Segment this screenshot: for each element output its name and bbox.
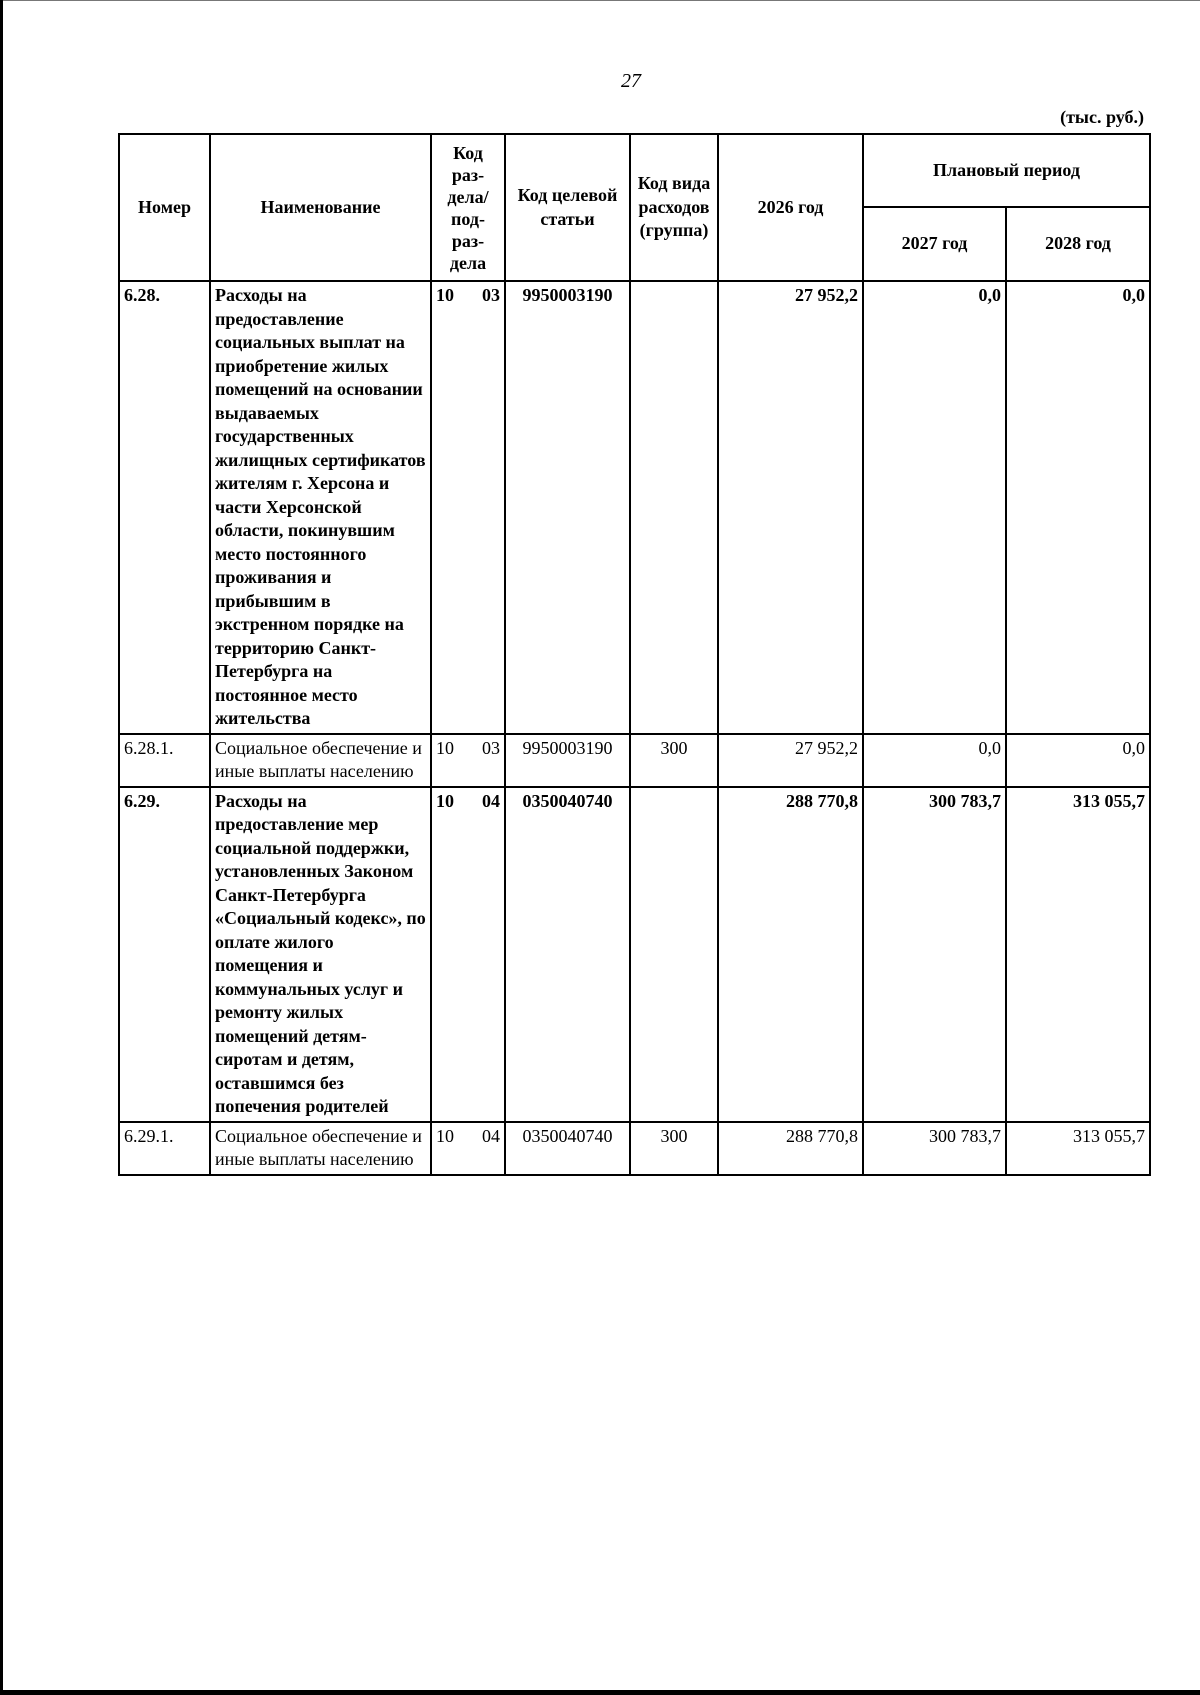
- row-subsection: 04: [482, 1125, 500, 1146]
- row-expense-group: 300: [630, 734, 718, 787]
- header-expense-type: Код вида расходов (группа): [630, 134, 718, 281]
- header-number: Номер: [119, 134, 210, 281]
- row-amount-2027: 0,0: [863, 734, 1006, 787]
- row-subsection: 03: [482, 737, 500, 758]
- row-amount-2027: 0,0: [863, 281, 1006, 734]
- row-amount-2026: 27 952,2: [718, 734, 863, 787]
- row-section-code: [431, 1122, 505, 1175]
- row-name: Социальное обеспечение и иные выплаты населению: [210, 734, 431, 787]
- units-label: (тыс. руб.): [1060, 107, 1144, 127]
- row-expense-group: [630, 281, 718, 734]
- row-amount-2027: 300 783,7: [863, 1122, 1006, 1175]
- row-amount-2027: 300 783,7: [863, 787, 1006, 1122]
- row-number: 6.29.1.: [119, 1122, 210, 1175]
- row-section: 10: [436, 285, 454, 305]
- header-name: Наименование: [210, 134, 431, 281]
- header-year-2027: 2027 год: [863, 207, 1006, 281]
- row-section-code: [431, 734, 505, 787]
- header-section-code: Код раз-дела/ под-раз-дела: [431, 134, 505, 281]
- row-section-code: [431, 787, 505, 1122]
- row-amount-2026: 288 770,8: [718, 787, 863, 1122]
- row-target-code: 9950003190: [505, 281, 630, 734]
- header-target-code: Код целевой статьи: [505, 134, 630, 281]
- row-section: 10: [436, 737, 454, 758]
- row-name: Расходы на предоставление мер социальной поддержки, установленных Законом Санкт-Петербурга «Социальный кодекс», по оплате жилого помещения и коммунальных услуг и ремонту жилых помещений детям-сиротам и детям, оставшимся без попечения родителей: [210, 787, 431, 1122]
- row-amount-2028: 0,0: [1006, 281, 1150, 734]
- table-row: [119, 787, 1150, 1122]
- page-border-left: [0, 0, 3, 1695]
- row-subsection: 03: [482, 285, 500, 305]
- row-section-code: [431, 281, 505, 734]
- row-amount-2026: 27 952,2: [718, 281, 863, 734]
- row-expense-group: [630, 787, 718, 1122]
- row-amount-2028: 313 055,7: [1006, 1122, 1150, 1175]
- row-name: Расходы на предоставление социальных выплат на приобретение жилых помещений на основании выдаваемых государственных жилищных сертификатов жителям г. Херсона и части Херсонской области, покинувшим место постоянного проживания и прибывшим в экстренном порядке на территорию Санкт-Петербурга на постоянное место жительства: [210, 281, 431, 734]
- row-number: 6.28.1.: [119, 734, 210, 787]
- row-amount-2028: 0,0: [1006, 734, 1150, 787]
- table-row: [119, 281, 1150, 734]
- page-border-bottom: [0, 1690, 1200, 1695]
- row-expense-group: 300: [630, 1122, 718, 1175]
- row-section: 10: [436, 1125, 454, 1146]
- header-year-2026: 2026 год: [718, 134, 863, 281]
- row-name: Социальное обеспечение и иные выплаты населению: [210, 1122, 431, 1175]
- row-amount-2026: 288 770,8: [718, 1122, 863, 1175]
- row-target-code: 0350040740: [505, 1122, 630, 1175]
- header-year-2028: 2028 год: [1006, 207, 1150, 281]
- row-number: 6.29.: [119, 787, 210, 1122]
- page-border-top: [0, 0, 1200, 1]
- header-planning-period: Плановый период: [863, 134, 1150, 207]
- row-target-code: 0350040740: [505, 787, 630, 1122]
- row-amount-2028: 313 055,7: [1006, 787, 1150, 1122]
- budget-table: [118, 133, 1151, 1176]
- table-row: [119, 1122, 1150, 1175]
- table-row: [119, 734, 1150, 787]
- page-number: 27: [621, 70, 641, 92]
- row-section: 10: [436, 790, 454, 811]
- row-number: 6.28.: [119, 281, 210, 734]
- row-subsection: 04: [482, 790, 500, 811]
- row-target-code: 9950003190: [505, 734, 630, 787]
